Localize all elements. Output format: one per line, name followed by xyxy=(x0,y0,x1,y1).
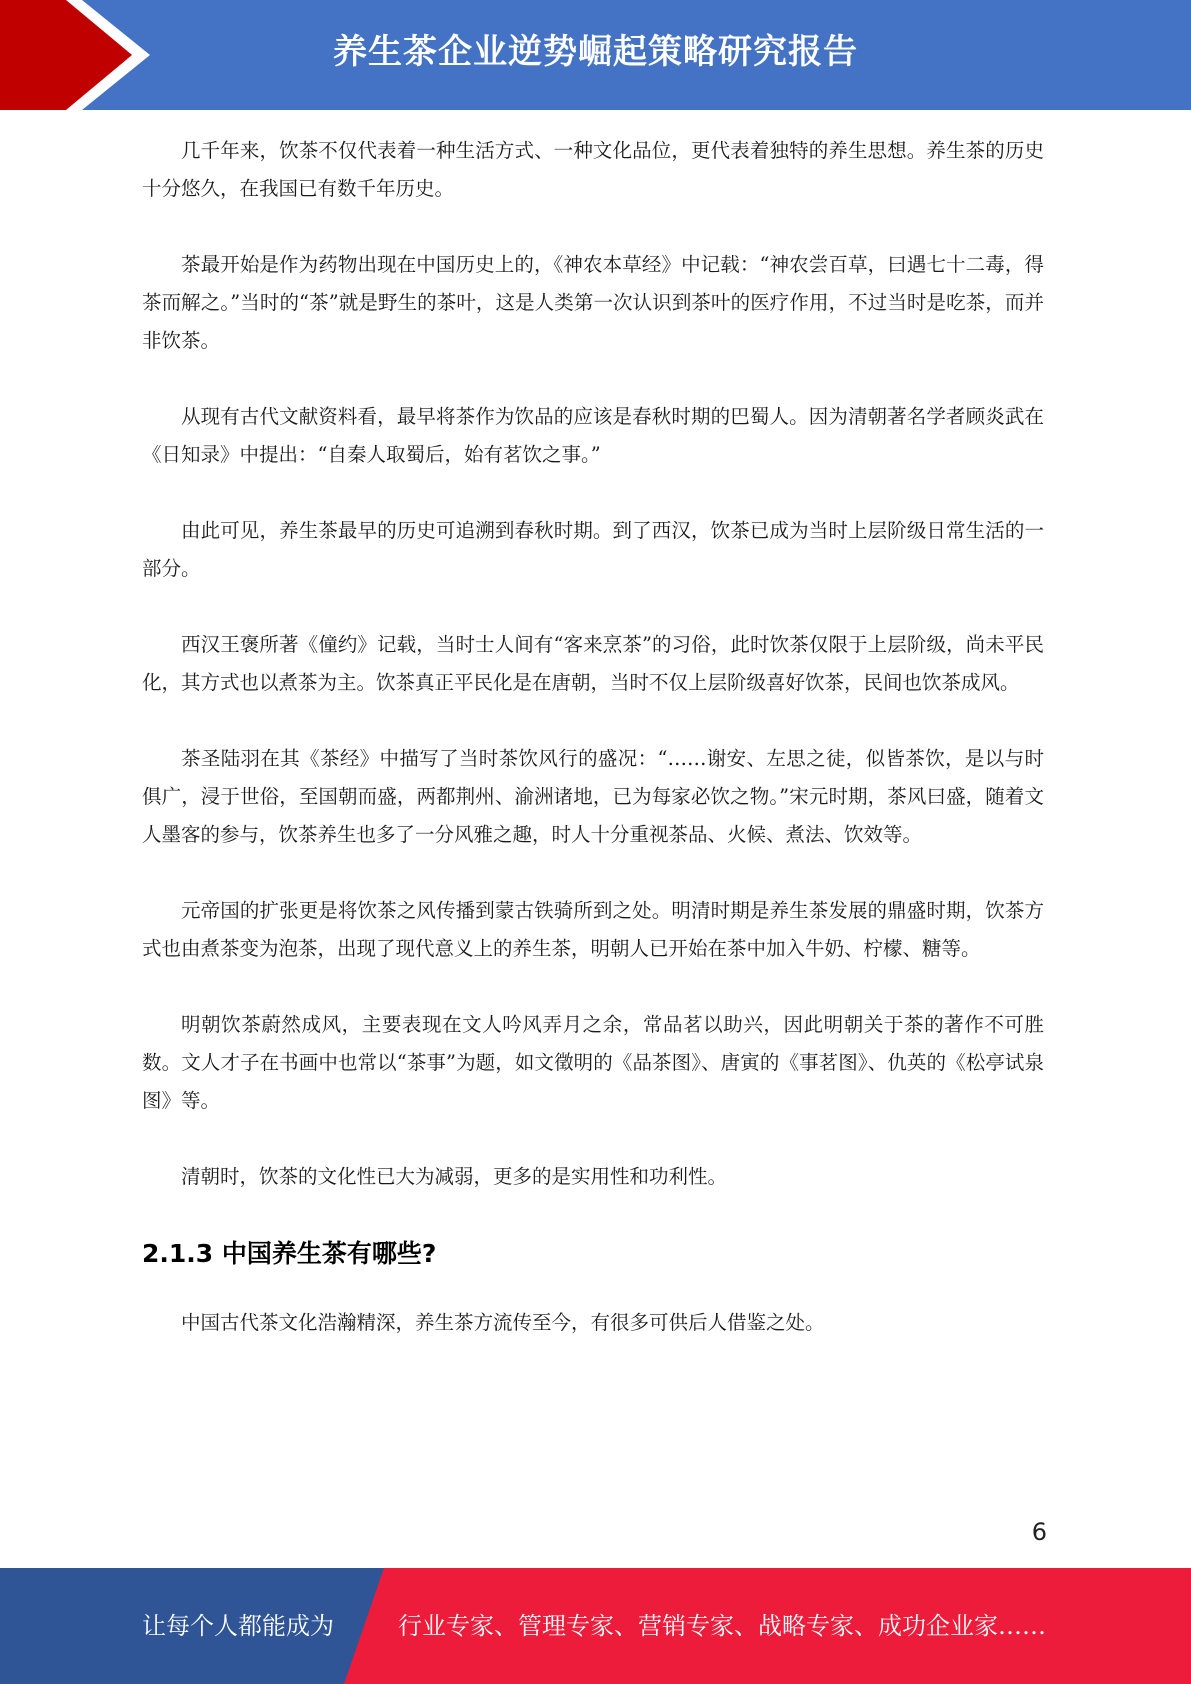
document-body xyxy=(142,132,1044,1380)
paragraph: 元帝国的扩张更是将饮茶之风传播到蒙古铁骑所到之处。明清时期是养生茶发展的鼎盛时期，饮茶方式也由煮茶变为泡茶，出现了现代意义上的养生茶，明朝人已开始在茶中加入牛奶、柠檬、糖等。 xyxy=(142,899,1044,960)
paragraph: 由此可见，养生茶最早的历史可追溯到春秋时期。到了西汉，饮茶已成为当时上层阶级日常生活的一部分。 xyxy=(142,519,1044,580)
section-heading: 2.1.3 中国养生茶有哪些? xyxy=(142,1239,437,1268)
paragraph: 茶圣陆羽在其《茶经》中描写了当时茶饮风行的盛况：“……谢安、左思之徒，似皆茶饮，是以与时俱广，浸于世俗，至国朝而盛，两都荆州、渝洲诸地，已为每家必饮之物。”宋元时期，茶风曰盛，随着文人墨客的参与，饮茶养生也多了一分风雅之趣，时人十分重视茶品、火候、煮法、饮效等。 xyxy=(142,747,1044,846)
paragraph: 茶最开始是作为药物出现在中国历史上的，《神农本草经》中记载：“神农尝百草，曰遇七十二毒，得茶而解之。”当时的“茶”就是野生的茶叶，这是人类第一次认识到茶叶的医疗作用，不过当时是吃茶，而并非饮茶。 xyxy=(142,253,1044,352)
paragraph: 清朝时，饮茶的文化性已大为减弱，更多的是实用性和功利性。 xyxy=(181,1165,728,1188)
page-number: 6 xyxy=(1031,1518,1047,1546)
page-footer xyxy=(0,1568,1191,1684)
page-header xyxy=(0,0,1191,110)
paragraph: 几千年来，饮茶不仅代表着一种生活方式、一种文化品位，更代表着独特的养生思想。养生茶的历史十分悠久，在我国已有数千年历史。 xyxy=(142,139,1044,200)
report-title: 养生茶企业逆势崛起策略研究报告 xyxy=(333,32,858,72)
paragraph: 明朝饮茶蔚然成风，主要表现在文人吟风弄月之余，常品茗以助兴，因此明朝关于茶的著作不可胜数。文人才子在书画中也常以“茶事”为题，如文徵明的《品茶图》、唐寅的《事茗图》、仇英的《松亭试泉图》等。 xyxy=(142,1013,1044,1112)
paragraph: 从现有古代文献资料看，最早将茶作为饮品的应该是春秋时期的巴蜀人。因为清朝著名学者顾炎武在《日知录》中提出：“自秦人取蜀后，始有茗饮之事。” xyxy=(142,405,1044,466)
paragraph: 西汉王褒所著《僮约》记载，当时士人间有“客来烹茶”的习俗，此时饮茶仅限于上层阶级，尚未平民化，其方式也以煮茶为主。饮茶真正平民化是在唐朝，当时不仅上层阶级喜好饮茶，民间也饮茶成风。 xyxy=(142,633,1044,694)
footer-slogan-left: 让每个人都能成为 xyxy=(142,1612,334,1640)
footer-slogan-right: 行业专家、管理专家、营销专家、战略专家、成功企业家…… xyxy=(398,1612,1046,1640)
section-paragraph: 中国古代茶文化浩瀚精深，养生茶方流传至今，有很多可供后人借鉴之处。 xyxy=(181,1311,825,1334)
